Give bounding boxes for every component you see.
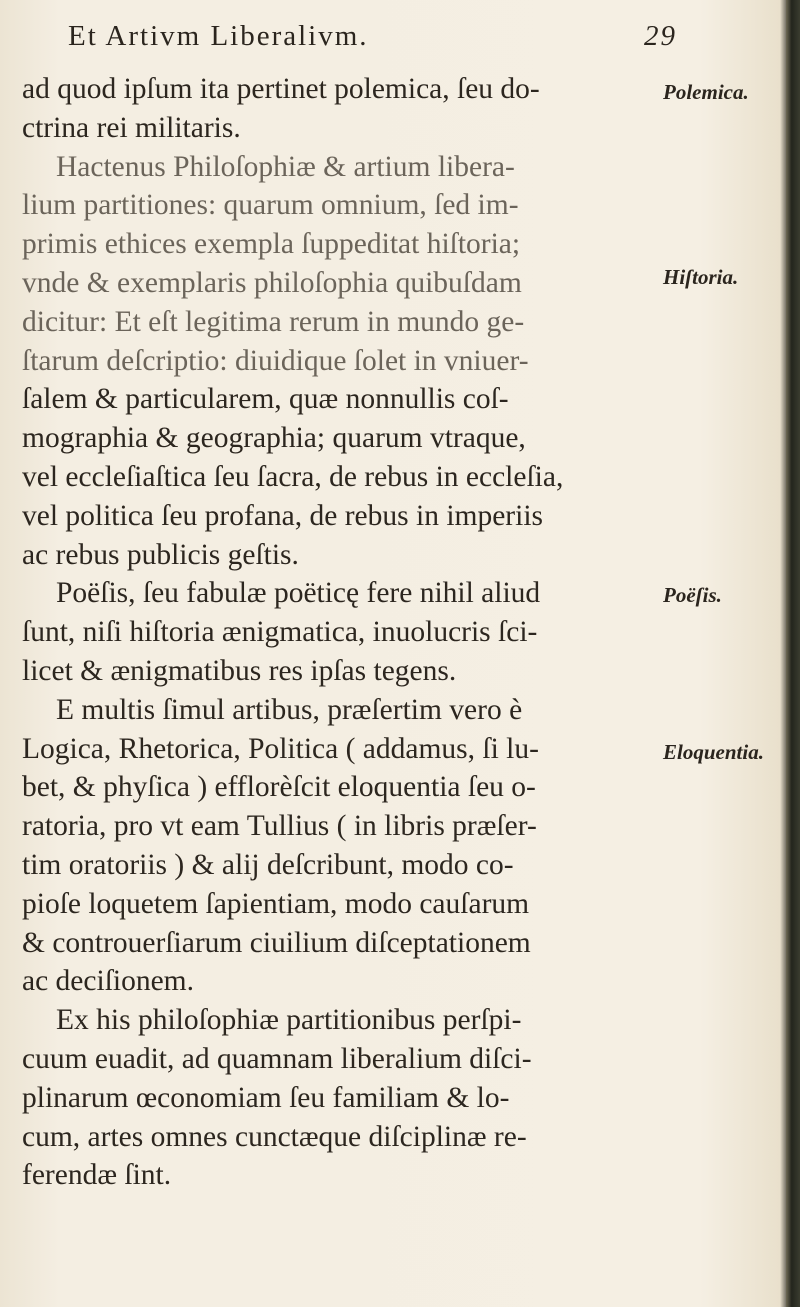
text-line: vnde & exemplaris philoſophia quibuſdam: [22, 266, 522, 299]
text-line: mographia & geographia; quarum vtraque,: [22, 422, 526, 455]
text-line: ac deciſionem.: [22, 965, 195, 998]
page-gutter: [786, 0, 800, 1307]
text-line: ac rebus publicis geſtis.: [22, 538, 299, 571]
text-line: ratoria, pro vt eam Tullius ( in libris præſer-: [22, 810, 537, 843]
margin-note-eloquentia: Eloquentia.: [663, 740, 764, 764]
body-text: [22, 70, 662, 1195]
text-line: dicitur: Et eſt legitima rerum in mundo ge-: [22, 305, 525, 338]
text-line: E multis ſimul artibus, præſertim vero è: [56, 693, 523, 726]
text-line: ſunt, niſi hiſtoria ænigmatica, inuolucris ſci-: [22, 616, 538, 649]
text-line: Logica, Rhetorica, Politica ( addamus, ſi lu-: [22, 732, 539, 765]
text-line: vel politica ſeu profana, de rebus in imperiis: [22, 499, 544, 532]
text-line: & controuerſiarum ciuilium diſceptationem: [22, 926, 531, 959]
page-header: [68, 20, 677, 60]
text-line: primis ethices exempla ſuppeditat hiſtoria;: [22, 228, 521, 261]
running-title: Et Artivm Liberalivm.: [68, 20, 369, 52]
text-line: cum, artes omnes cunctæque diſciplinæ re-: [22, 1120, 527, 1153]
text-line: cuum euadit, ad quamnam liberalium diſci-: [22, 1042, 532, 1075]
text-line: Hactenus Philoſophiæ & artium libera-: [56, 150, 515, 183]
margin-note-poesis: Poëſis.: [663, 583, 722, 607]
margin-note-historia: Hiſtoria.: [663, 265, 739, 289]
text-line: bet, & phyſica ) efflorèſcit eloquentia ſeu o-: [22, 771, 536, 804]
text-line: ad quod ipſum ita pertinet polemica, ſeu do-: [22, 73, 540, 105]
text-line: Ex his philoſophiæ partitionibus perſpi-: [56, 1004, 522, 1037]
text-line: ſtarum deſcriptio: diuidique ſolet in vniuer-: [22, 344, 529, 377]
text-line: pioſe loquetem ſapientiam, modo cauſarum: [22, 887, 530, 920]
page-number: 29: [644, 20, 677, 52]
text-line: vel eccleſiaſtica ſeu ſacra, de rebus in eccleſia,: [22, 460, 564, 493]
text-line: lium partitiones: quarum omnium, ſed im-: [22, 189, 519, 222]
margin-note-polemica: Polemica.: [663, 80, 749, 104]
text-line: ſalem & particularem, quæ nonnullis coſ-: [22, 383, 509, 416]
text-line: ferendæ ſint.: [22, 1159, 172, 1192]
text-line: Poëſis, ſeu fabulæ poëticę fere nihil aliud: [56, 577, 541, 610]
text-line: ctrina rei militaris.: [22, 111, 241, 144]
text-line: plinarum œconomiam ſeu familiam & lo-: [22, 1081, 510, 1114]
text-line: licet & ænigmatibus res ipſas tegens.: [22, 654, 457, 687]
text-line: tim oratoriis ) & alij deſcribunt, modo co-: [22, 848, 514, 881]
